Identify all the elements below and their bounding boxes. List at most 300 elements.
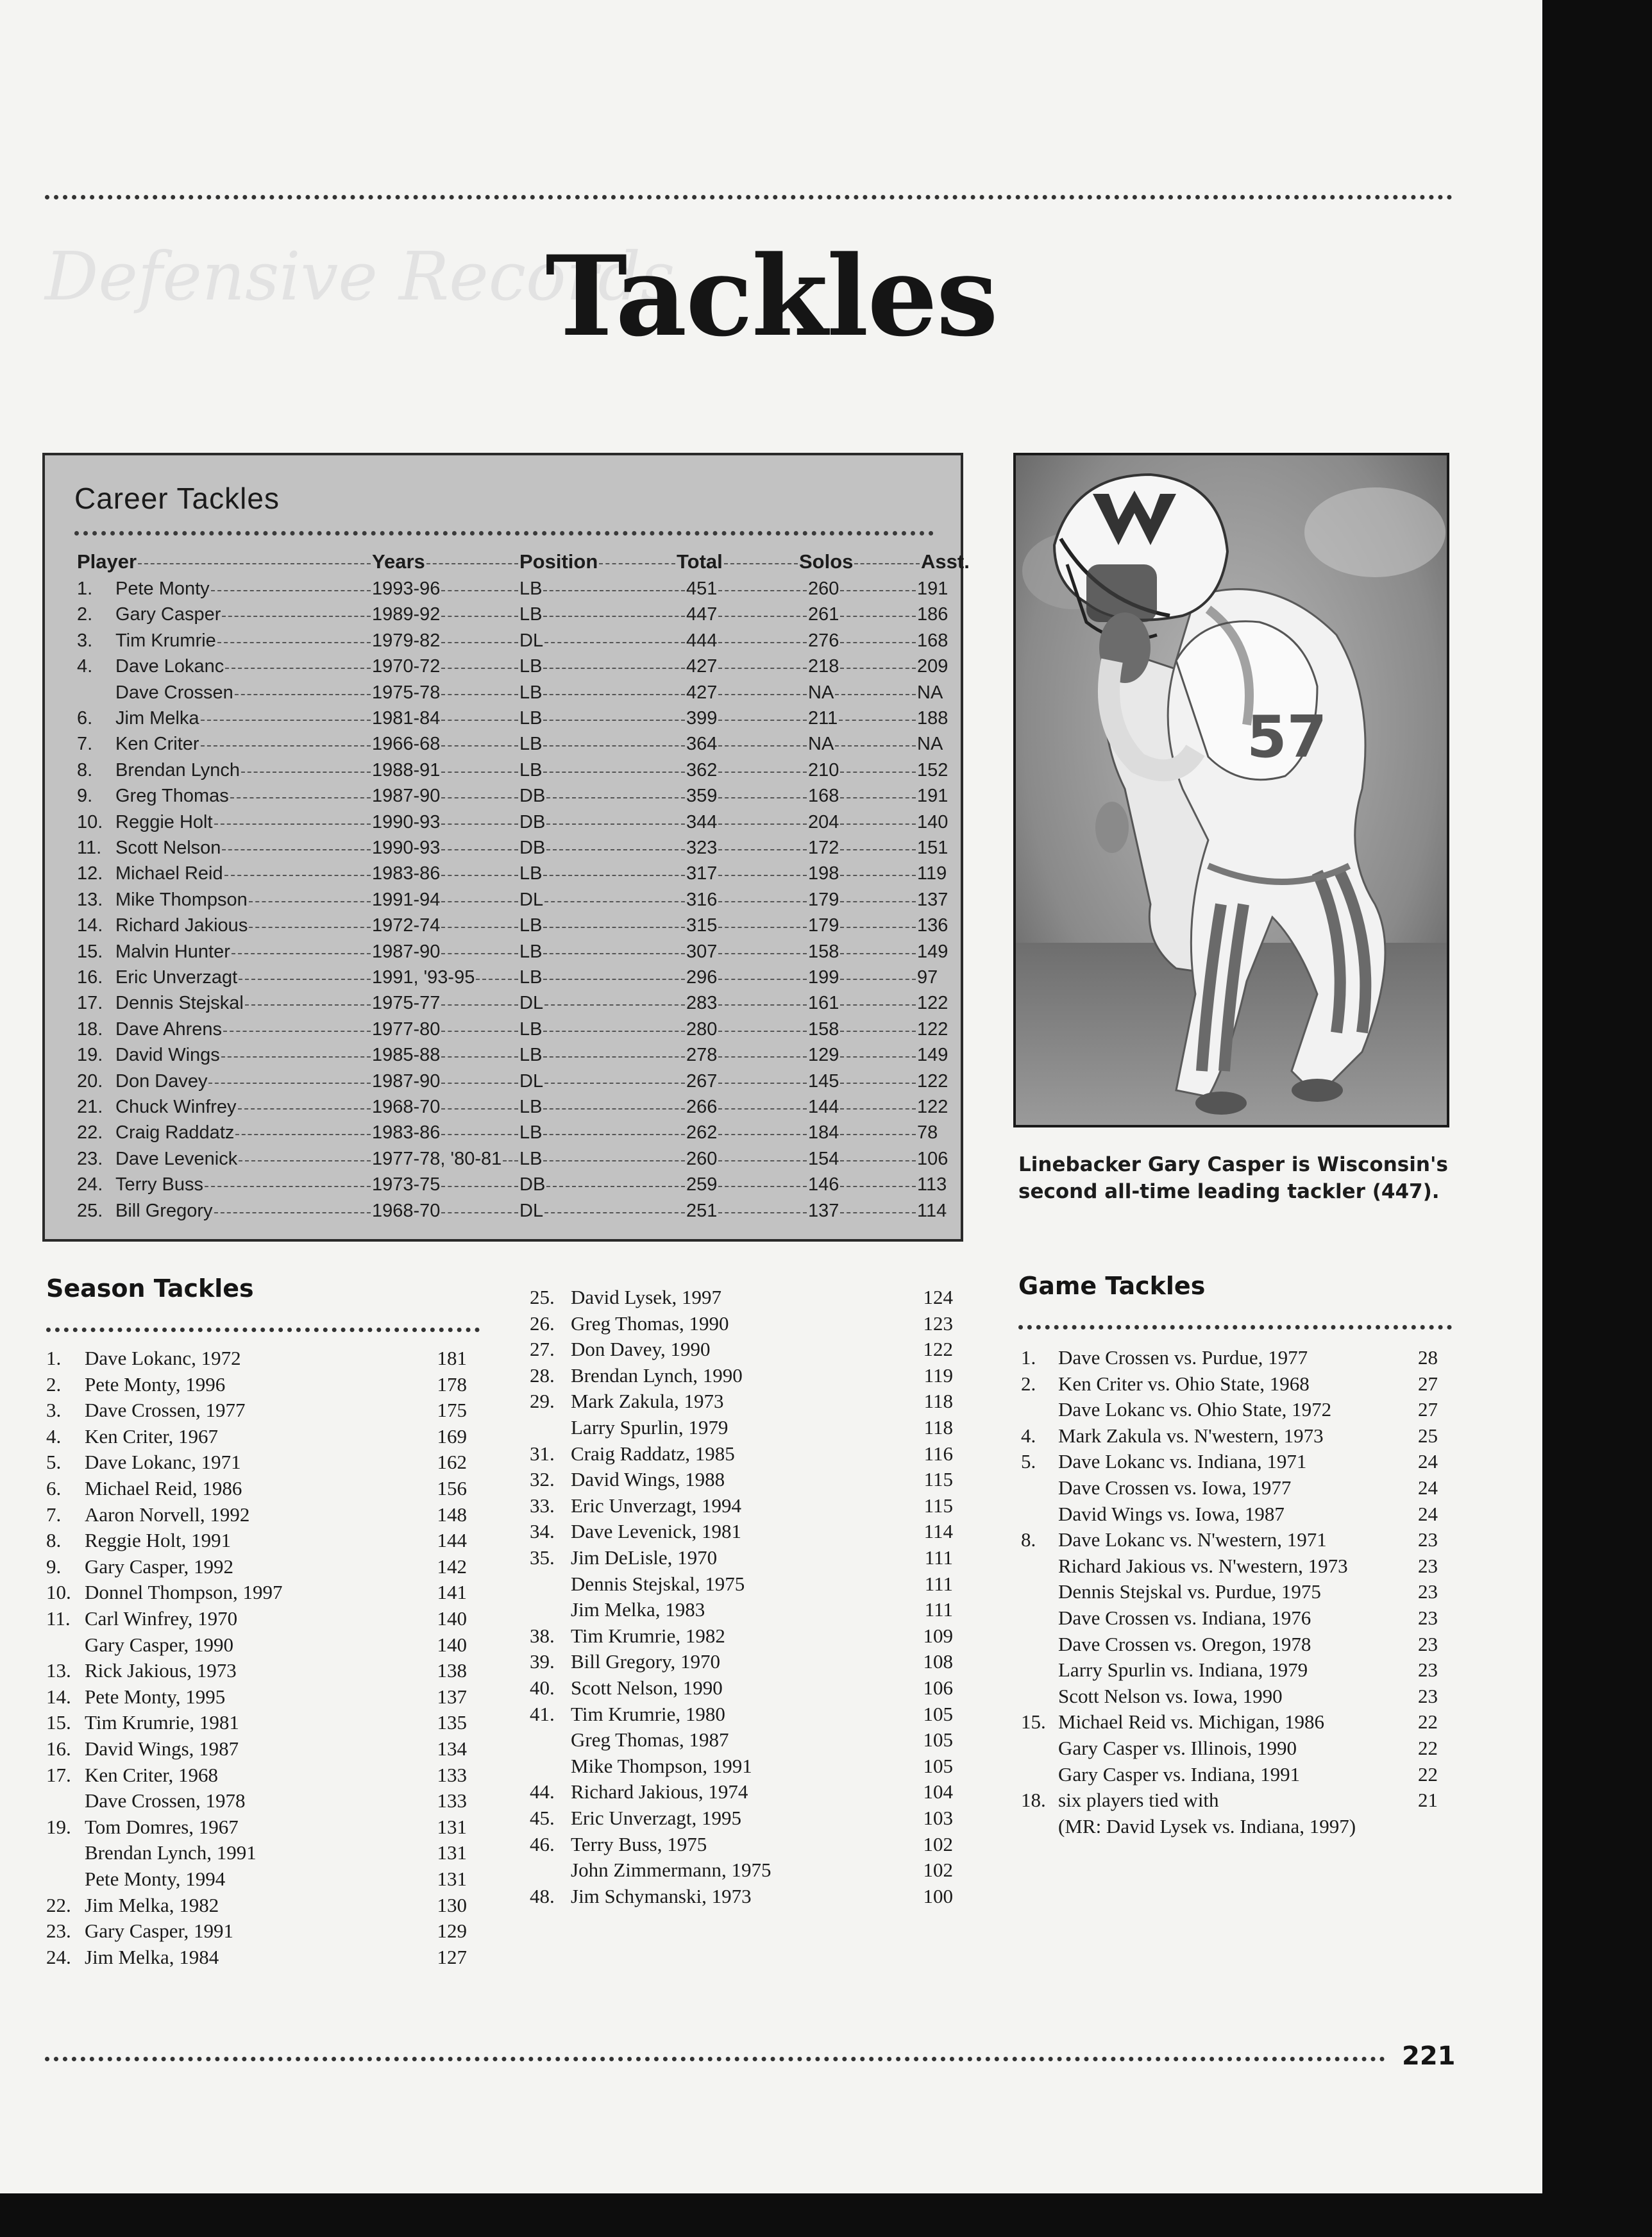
list-text: Rick Jakious, 1973 xyxy=(85,1659,237,1682)
list-value: 27 xyxy=(1418,1398,1438,1421)
career-cell-pos: LB xyxy=(519,863,543,884)
career-cell-years: 1977-80 xyxy=(372,1018,441,1040)
career-cell-name: Dave Crossen xyxy=(115,682,233,703)
career-cell-pos: LB xyxy=(519,656,543,677)
career-cell-total: 427 xyxy=(686,682,718,703)
career-cell-rank: 16. xyxy=(77,967,103,988)
list-text: Gary Casper, 1991 xyxy=(85,1920,234,1943)
career-cell-name: Don Davey xyxy=(115,1070,208,1092)
list-text: Pete Monty, 1996 xyxy=(85,1372,226,1396)
career-cell-name: Tim Krumrie xyxy=(115,630,216,651)
list-rank: 45. xyxy=(530,1807,555,1829)
dotted-leader xyxy=(839,720,916,721)
list-rank: 27. xyxy=(530,1338,555,1361)
dotted-leader xyxy=(441,823,518,825)
career-cell-name: Mike Thompson xyxy=(115,889,248,910)
career-cell-total: 362 xyxy=(686,759,718,781)
list-item xyxy=(46,1788,467,1814)
jersey-number: 57 xyxy=(1247,704,1328,771)
career-cell-solos: 154 xyxy=(808,1148,839,1169)
dotted-leader xyxy=(718,979,807,980)
list-rank: 13. xyxy=(46,1659,71,1682)
list-value: 116 xyxy=(923,1442,953,1465)
dotted-leader xyxy=(543,720,685,721)
career-cell-years: 1991-94 xyxy=(372,889,441,910)
career-cell-total: 278 xyxy=(686,1045,718,1066)
career-cell-rank: 15. xyxy=(77,941,103,962)
career-table-row xyxy=(77,680,968,705)
career-cell-asst: 149 xyxy=(917,1045,948,1066)
scan-edge-right xyxy=(1542,0,1652,2237)
list-text: Brendan Lynch, 1990 xyxy=(571,1363,743,1387)
career-cell-rank: 8. xyxy=(77,759,93,781)
career-cell-years: 1989-92 xyxy=(372,604,441,625)
list-value: 181 xyxy=(437,1347,467,1369)
list-text: Larry Spurlin, 1979 xyxy=(571,1416,729,1439)
career-cell-years: 1985-88 xyxy=(372,1045,441,1066)
list-rank: 29. xyxy=(530,1390,555,1413)
list-value: 22 xyxy=(1418,1737,1438,1759)
dotted-leader xyxy=(718,1186,807,1187)
career-cell-name: Chuck Winfrey xyxy=(115,1097,237,1117)
career-cell-total: 447 xyxy=(686,604,718,625)
list-rank: 4. xyxy=(1021,1424,1036,1447)
career-cell-pos: LB xyxy=(519,915,543,936)
career-cell-rank: 20. xyxy=(77,1070,103,1092)
dotted-leader xyxy=(543,590,685,591)
dotted-leader xyxy=(441,590,518,591)
list-item xyxy=(46,1554,467,1580)
list-text: Scott Nelson, 1990 xyxy=(571,1676,723,1699)
dotted-leader xyxy=(840,668,916,669)
dotted-leader xyxy=(543,772,685,773)
list-value: 23 xyxy=(1418,1607,1438,1629)
list-text: Gary Casper, 1990 xyxy=(85,1633,234,1656)
list-text: David Wings, 1988 xyxy=(571,1468,725,1491)
dotted-leader xyxy=(724,563,798,564)
dotted-leader xyxy=(201,720,371,721)
list-item xyxy=(1021,1762,1438,1787)
list-text: Dennis Stejskal vs. Purdue, 1975 xyxy=(1058,1580,1321,1603)
list-item xyxy=(1021,1632,1438,1657)
list-text: Donnel Thompson, 1997 xyxy=(85,1581,283,1604)
dotted-leader xyxy=(543,745,685,747)
dotted-leader xyxy=(241,772,371,773)
career-cell-asst: 149 xyxy=(917,941,948,962)
list-item xyxy=(530,1675,953,1701)
dotted-leader xyxy=(840,901,916,902)
career-cell-rank: 18. xyxy=(77,1018,103,1040)
dotted-leader xyxy=(718,745,807,747)
list-text: Dave Lokanc vs. Indiana, 1971 xyxy=(1058,1450,1307,1473)
dotted-leader xyxy=(546,849,685,850)
list-text: Aaron Norvell, 1992 xyxy=(85,1503,250,1526)
list-item xyxy=(530,1285,953,1310)
dotted-leader xyxy=(238,1108,371,1110)
dotted-leader xyxy=(224,875,371,876)
dotted-leader xyxy=(718,953,807,954)
list-item xyxy=(46,1840,467,1866)
list-item xyxy=(46,1372,467,1397)
list-text: Richard Jakious, 1974 xyxy=(571,1780,748,1803)
dotted-leader xyxy=(235,694,371,695)
career-cell-solos: 137 xyxy=(808,1200,839,1221)
list-text: (MR: David Lysek vs. Indiana, 1997) xyxy=(1058,1814,1356,1837)
season-tackles-list-1 xyxy=(46,1346,467,1974)
list-text: Gary Casper vs. Illinois, 1990 xyxy=(1058,1737,1297,1759)
dotted-leader xyxy=(543,953,685,954)
career-table-row xyxy=(77,628,968,654)
list-item xyxy=(1021,1423,1438,1449)
list-value: 137 xyxy=(437,1685,467,1708)
dotted-leader xyxy=(840,797,916,798)
dotted-leader xyxy=(840,823,916,825)
list-item xyxy=(1021,1709,1438,1735)
list-item xyxy=(530,1311,953,1337)
dotted-leader xyxy=(546,797,685,798)
dotted-leader xyxy=(543,1031,685,1032)
dotted-leader xyxy=(543,1134,685,1135)
career-tackles-title: Career Tackles xyxy=(74,482,280,515)
dotted-leader xyxy=(441,1186,518,1187)
career-cell-total: 344 xyxy=(686,811,718,832)
list-rank: 34. xyxy=(530,1520,555,1543)
list-item xyxy=(530,1779,953,1805)
list-rank: 17. xyxy=(46,1763,71,1786)
dotted-leader xyxy=(718,668,807,669)
career-cell-solos: 158 xyxy=(808,1018,839,1040)
dotted-leader xyxy=(543,1160,685,1161)
career-cell-solos: 184 xyxy=(808,1122,839,1144)
dotted-leader xyxy=(543,979,685,980)
list-rank: 8. xyxy=(1021,1528,1036,1551)
dotted-leader xyxy=(214,1212,371,1213)
career-cell-asst: 168 xyxy=(917,630,948,651)
career-table-row xyxy=(77,965,968,990)
career-cell-total: 451 xyxy=(686,578,718,599)
list-value: 106 xyxy=(923,1676,953,1699)
career-cell-asst: NA xyxy=(917,734,943,755)
list-rank: 22. xyxy=(46,1893,71,1916)
list-text: Tim Krumrie, 1981 xyxy=(85,1711,239,1734)
dotted-leader xyxy=(840,927,916,928)
list-text: Dave Crossen vs. Oregon, 1978 xyxy=(1058,1632,1311,1655)
career-cell-asst: 122 xyxy=(917,1018,948,1040)
dotted-leader xyxy=(239,979,371,980)
dotted-leader xyxy=(441,720,518,721)
career-cell-solos: 129 xyxy=(808,1045,839,1066)
list-item xyxy=(530,1363,953,1389)
list-value: 115 xyxy=(923,1468,953,1491)
career-cell-name: Dave Levenick xyxy=(115,1148,238,1169)
career-cell-asst: 106 xyxy=(917,1148,948,1169)
list-text: Tim Krumrie, 1980 xyxy=(571,1702,725,1725)
list-rank: 7. xyxy=(46,1503,62,1526)
list-item xyxy=(46,1502,467,1528)
career-cell-years: 1979-82 xyxy=(372,630,441,651)
list-value: 25 xyxy=(1418,1424,1438,1447)
dotted-leader xyxy=(718,1056,807,1058)
dotted-leader xyxy=(543,927,685,928)
career-cell-solos: 172 xyxy=(808,838,839,858)
list-value: 28 xyxy=(1418,1346,1438,1369)
list-text: John Zimmermann, 1975 xyxy=(571,1859,771,1882)
dotted-leader xyxy=(441,1004,518,1006)
list-value: 169 xyxy=(437,1424,467,1448)
career-cell-solos: 211 xyxy=(808,708,838,729)
list-rank: 5. xyxy=(1021,1450,1036,1473)
list-value: 118 xyxy=(923,1390,953,1413)
list-rank: 24. xyxy=(46,1945,71,1968)
list-item xyxy=(1021,1814,1438,1839)
career-cell-asst: 97 xyxy=(917,967,938,988)
list-rank: 38. xyxy=(530,1624,555,1647)
career-cell-asst: 122 xyxy=(917,1070,948,1092)
career-cell-name: Dave Ahrens xyxy=(115,1018,223,1040)
dotted-leader xyxy=(211,590,371,591)
dotted-leader xyxy=(840,1160,916,1161)
career-cell-solos: 198 xyxy=(808,863,839,884)
career-cell-pos: DB xyxy=(519,1174,546,1195)
game-dotted-rule xyxy=(1018,1325,1452,1330)
dotted-leader xyxy=(840,1031,916,1032)
career-cell-total: 260 xyxy=(686,1148,718,1169)
list-rank: 40. xyxy=(530,1676,555,1699)
list-value: 102 xyxy=(923,1832,953,1855)
dotted-leader xyxy=(718,1134,807,1135)
career-cell-rank: 13. xyxy=(77,889,103,910)
career-cell-solos: 145 xyxy=(808,1070,839,1092)
career-table-row xyxy=(77,757,968,783)
dotted-leader xyxy=(441,668,518,669)
list-rank: 15. xyxy=(46,1711,71,1734)
list-text: Larry Spurlin vs. Indiana, 1979 xyxy=(1058,1659,1308,1682)
career-cell-asst: 78 xyxy=(917,1122,938,1144)
career-table-row xyxy=(77,835,968,861)
list-text: Dave Crossen vs. Purdue, 1977 xyxy=(1058,1346,1308,1369)
career-cell-years: 1988-91 xyxy=(372,759,441,781)
career-cell-asst: 188 xyxy=(917,708,948,729)
career-cell-rank: 21. xyxy=(77,1097,103,1117)
list-text: Ken Criter, 1968 xyxy=(85,1763,218,1786)
dotted-leader xyxy=(546,1186,685,1187)
career-cell-solos: 161 xyxy=(808,993,839,1014)
list-text: David Lysek, 1997 xyxy=(571,1286,722,1308)
list-rank: 2. xyxy=(46,1372,62,1396)
list-item xyxy=(1021,1579,1438,1605)
career-cell-rank: 6. xyxy=(77,708,93,729)
career-table-row xyxy=(77,1068,968,1094)
career-cell-rank: 4. xyxy=(77,656,93,677)
list-item xyxy=(46,1893,467,1918)
top-dotted-rule xyxy=(45,195,1453,199)
career-cell-total: 266 xyxy=(686,1097,718,1117)
list-item xyxy=(530,1727,953,1753)
list-value: 111 xyxy=(924,1572,953,1595)
list-value: 104 xyxy=(923,1780,953,1803)
list-text: Jim DeLisle, 1970 xyxy=(571,1546,718,1569)
list-item xyxy=(530,1857,953,1883)
dotted-leader xyxy=(840,616,916,617)
list-text: Pete Monty, 1994 xyxy=(85,1868,226,1890)
list-text: Carl Winfrey, 1970 xyxy=(85,1607,238,1630)
list-value: 23 xyxy=(1418,1554,1438,1577)
dotted-leader xyxy=(222,849,371,850)
list-value: 23 xyxy=(1418,1580,1438,1603)
career-cell-total: 316 xyxy=(686,889,718,910)
career-cell-name: Reggie Holt xyxy=(115,811,213,832)
list-item xyxy=(46,1814,467,1840)
career-cell-total: 283 xyxy=(686,993,718,1014)
dotted-leader xyxy=(441,1031,518,1032)
list-value: 114 xyxy=(923,1520,953,1543)
dotted-leader xyxy=(544,901,685,902)
career-cell-rank: 10. xyxy=(77,811,103,832)
career-cell-asst: 186 xyxy=(917,604,948,625)
career-cell-name: Brendan Lynch xyxy=(115,759,240,781)
dotted-leader xyxy=(718,642,807,643)
list-text: Dave Levenick, 1981 xyxy=(571,1520,741,1543)
list-rank: 6. xyxy=(46,1477,62,1499)
career-table-row xyxy=(77,913,968,938)
career-table-row xyxy=(77,1198,968,1224)
career-cell-solos: 199 xyxy=(808,967,839,988)
list-rank: 46. xyxy=(530,1832,555,1855)
career-cell-pos: LB xyxy=(519,967,543,988)
list-item xyxy=(46,1945,467,1970)
list-value: 162 xyxy=(437,1451,467,1474)
list-value: 140 xyxy=(437,1607,467,1630)
career-cell-solos: 260 xyxy=(808,578,839,599)
season-tackles-list-2 xyxy=(530,1285,953,1913)
dotted-leader xyxy=(840,979,916,980)
dotted-leader xyxy=(718,1083,807,1084)
list-item xyxy=(530,1519,953,1544)
list-item xyxy=(46,1736,467,1762)
page-title: Tackles xyxy=(545,231,997,361)
career-cell-rank: 2. xyxy=(77,604,93,625)
list-item xyxy=(46,1918,467,1944)
list-value: 24 xyxy=(1418,1476,1438,1499)
list-text: Mark Zakula vs. N'western, 1973 xyxy=(1058,1424,1324,1447)
list-text: Greg Thomas, 1990 xyxy=(571,1312,729,1335)
list-item xyxy=(46,1476,467,1501)
career-cell-pos: LB xyxy=(519,941,543,962)
career-cell-years: 1983-86 xyxy=(372,863,441,884)
career-cell-rank: 7. xyxy=(77,734,93,755)
list-item xyxy=(1021,1371,1438,1397)
list-rank: 15. xyxy=(1021,1710,1046,1734)
dotted-leader xyxy=(441,875,518,876)
career-cell-name: Malvin Hunter xyxy=(115,941,230,962)
list-item xyxy=(530,1597,953,1623)
dotted-leader xyxy=(138,563,371,564)
list-item xyxy=(530,1441,953,1467)
career-cell-asst: 191 xyxy=(917,578,948,599)
list-value: 118 xyxy=(923,1416,953,1439)
list-value: 133 xyxy=(437,1763,467,1786)
list-value: 111 xyxy=(924,1598,953,1621)
list-rank: 48. xyxy=(530,1884,555,1907)
list-value: 130 xyxy=(437,1893,467,1916)
career-cell-name: Ken Criter xyxy=(115,734,199,755)
dotted-leader xyxy=(544,1212,685,1213)
dotted-leader xyxy=(718,720,807,721)
list-rank: 23. xyxy=(46,1920,71,1943)
career-cell-years: 1977-78, '80-81 xyxy=(372,1148,502,1169)
list-text: Jim Schymanski, 1973 xyxy=(571,1884,752,1907)
dotted-leader xyxy=(249,901,371,902)
dotted-leader xyxy=(441,616,518,617)
list-value: 175 xyxy=(437,1399,467,1422)
list-item xyxy=(46,1632,467,1658)
career-cell-solos: NA xyxy=(808,734,834,755)
list-value: 23 xyxy=(1418,1528,1438,1551)
list-item xyxy=(1021,1449,1438,1474)
career-cell-pos: LB xyxy=(519,604,543,625)
dotted-leader xyxy=(239,1160,371,1161)
list-value: 103 xyxy=(923,1807,953,1829)
game-tackles-title: Game Tackles xyxy=(1018,1272,1206,1300)
career-cell-asst: 122 xyxy=(917,993,948,1014)
career-cell-total: 296 xyxy=(686,967,718,988)
career-cell-rank: 17. xyxy=(77,993,103,1014)
list-rank: 10. xyxy=(46,1581,71,1604)
career-table-row xyxy=(77,861,968,886)
dotted-leader xyxy=(840,1083,916,1084)
list-text: Terry Buss, 1975 xyxy=(571,1832,707,1855)
list-value: 100 xyxy=(923,1884,953,1907)
dotted-leader xyxy=(718,616,807,617)
list-value: 142 xyxy=(437,1555,467,1578)
header-total: Total xyxy=(677,550,723,573)
list-item xyxy=(1021,1527,1438,1553)
dotted-leader xyxy=(840,642,916,643)
career-table-row xyxy=(77,887,968,913)
career-cell-total: 262 xyxy=(686,1122,718,1144)
list-item xyxy=(46,1397,467,1423)
dotted-leader xyxy=(840,1212,916,1213)
dotted-leader xyxy=(217,642,371,643)
career-cell-asst: 191 xyxy=(917,786,948,807)
list-text: Don Davey, 1990 xyxy=(571,1338,711,1361)
career-cell-name: Michael Reid xyxy=(115,863,223,884)
list-item xyxy=(46,1762,467,1788)
list-value: 140 xyxy=(437,1633,467,1656)
dotted-leader xyxy=(426,563,518,564)
career-cell-rank: 19. xyxy=(77,1045,103,1066)
career-table-row xyxy=(77,783,968,809)
career-cell-asst: 137 xyxy=(917,889,948,910)
dotted-leader xyxy=(599,563,675,564)
list-text: Ken Criter vs. Ohio State, 1968 xyxy=(1058,1372,1310,1395)
career-cell-years: 1975-77 xyxy=(372,993,441,1014)
career-cell-years: 1991, '93-95 xyxy=(372,967,475,988)
career-cell-name: Dennis Stejskal xyxy=(115,993,244,1014)
career-cell-asst: NA xyxy=(917,682,943,703)
career-cell-years: 1987-90 xyxy=(372,1070,441,1092)
career-cell-pos: DB xyxy=(519,838,546,858)
list-rank: 16. xyxy=(46,1737,71,1760)
dotted-leader xyxy=(543,694,685,695)
dotted-leader xyxy=(840,590,916,591)
dotted-leader xyxy=(476,979,518,980)
career-cell-total: 444 xyxy=(686,630,718,651)
dotted-leader xyxy=(718,772,807,773)
list-text: Greg Thomas, 1987 xyxy=(571,1728,729,1752)
dotted-leader xyxy=(718,849,807,850)
list-rank: 1. xyxy=(1021,1346,1036,1369)
